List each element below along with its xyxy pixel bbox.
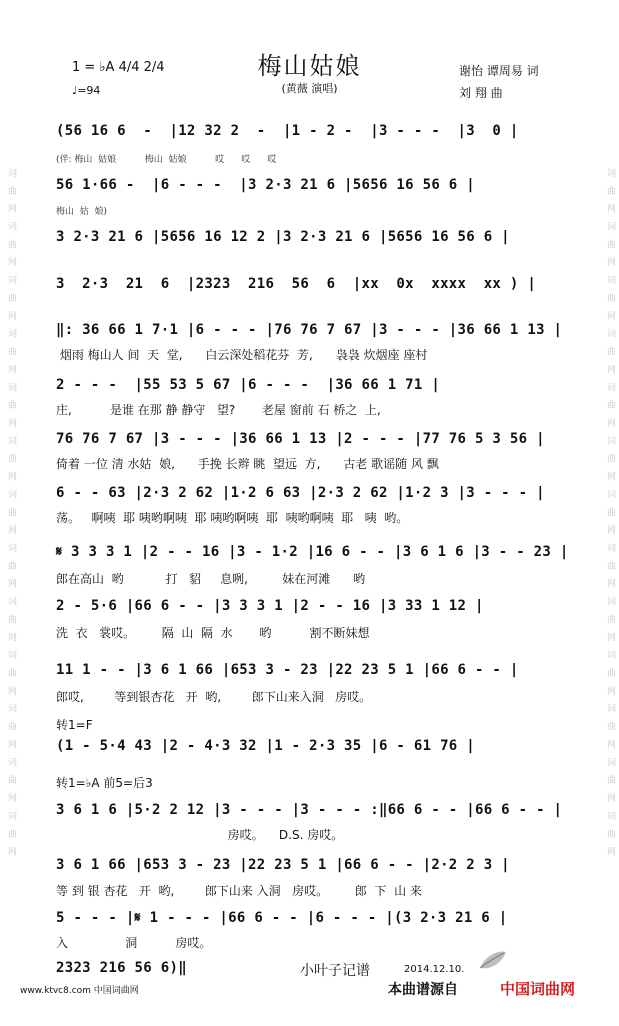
tempo-marking: ♩=94 <box>72 84 101 97</box>
singer-credit: (黄薇 演唱) <box>281 82 338 95</box>
score-line-2: 56 1·66 - |6 - - - |3 2·3 21 6 |5656 16 56 6 | <box>56 177 475 193</box>
lyric-line-11: 郎哎, 等到银杏花 开 哟, 郎下山来入洞 房哎。 <box>56 690 372 704</box>
key-signature: 1 = ♭A 4/4 2/4 <box>72 60 165 75</box>
score-line-7: 76 76 7 67 |3 - - - |36 66 1 13 |2 - - - |77 76 5 3 56 | <box>56 431 545 447</box>
leaf-icon <box>478 948 508 972</box>
score-line-5: ‖: 36 66 1 7·1 |6 - - - |76 76 7 67 |3 - - - |36 66 1 13 | <box>56 322 563 338</box>
source-label: 本曲谱源自 <box>388 982 458 998</box>
transcriber-signature: 小叶子记谱 <box>300 963 370 979</box>
lyric-line-15: 入 洞 房哎。 <box>56 936 212 950</box>
lyric-line-14: 等 到 银 杏花 开 哟, 郎下山来 入洞 房哎。 郎 下 山 来 <box>56 884 422 898</box>
source-site-logo[interactable]: 中国词曲网 <box>500 980 576 998</box>
composer-credit: 刘 翔 曲 <box>459 86 503 100</box>
score-line-16: 2323 216 56 6)‖ <box>56 960 187 976</box>
score-line-12: (1 - 5·4 43 |2 - 4·3 32 |1 - 2·3 35 |6 - 61 76 | <box>56 738 475 754</box>
score-line-14: 3 6 1 66 |653 3 - 23 |22 23 5 1 |66 6 - - |2·2 2 3 | <box>56 857 510 873</box>
watermark-left: 词 曲 网 词 曲 网 词 曲 网 词 曲 网 词 曲 网 词 曲 网 词 曲 网 词 曲 网 词 曲 网 词 曲 网 词 曲 网 词 曲 网 词 曲 网 <box>6 167 16 859</box>
watermark-right: 词 曲 网 词 曲 网 词 曲 网 词 曲 网 词 曲 网 词 曲 网 词 曲 网 词 曲 网 词 曲 网 词 曲 网 词 曲 网 词 曲 网 词 曲 网 <box>605 167 615 859</box>
lyric-line-1: (伴: 梅山 姑娘 梅山 姑娘 哎 哎 哎 <box>56 155 277 165</box>
score-line-8: 6 - - 63 |2·3 2 62 |1·2 6 63 |2·3 2 62 |1·2 3 |3 - - - | <box>56 485 545 501</box>
score-line-10: 2 - 5·6 |66 6 - - |3 3 3 1 |2 - - 16 |3 33 1 12 | <box>56 598 484 614</box>
modulation-note-1: 转1=F <box>56 718 93 732</box>
score-line-9: 𝄋 3 3 3 1 |2 - - 16 |3 - 1·2 |16 6 - - |3 6 1 6 |3 - - 23 | <box>56 544 569 560</box>
lyric-line-5: 烟雨 梅山人 间 天 堂, 白云深处稻花芬 芳, 袅袅 炊烟座 座村 <box>56 348 428 362</box>
lyric-line-7: 倚着 一位 清 水姑 娘, 手挽 长辫 眺 望远 方, 古老 歌谣随 风 飘 <box>56 457 439 471</box>
lyric-line-10: 洗 衣 裳哎。 隔 山 隔 水 哟 割不断妹想 <box>56 626 370 640</box>
score-line-11: 11 1 - - |3 6 1 66 |653 3 - 23 |22 23 5 1 |66 6 - - | <box>56 662 519 678</box>
song-title: 梅山姑娘 <box>257 52 362 80</box>
modulation-note-2: 转1=♭A 前5=后3 <box>56 776 153 790</box>
lyric-line-9: 郎在高山 哟 打 貂 息咧, 妹在河滩 哟 <box>56 572 366 586</box>
lyric-line-6: 庄, 是谁 在那 静 静守 望? 老屋 窗前 石 桥之 上, <box>56 403 381 417</box>
score-line-1: (56 16 6 - |12 32 2 - |1 - 2 - |3 - - - |3 0 | <box>56 123 519 139</box>
lyric-line-13: 房哎。 D.S. 房哎。 <box>56 828 344 842</box>
lyricist-credit: 谢怡 谭周易 词 <box>459 64 539 78</box>
score-line-6: 2 - - - |55 53 5 67 |6 - - - |36 66 1 71 | <box>56 377 441 393</box>
lyric-line-2: 梅山 姑 娘) <box>56 207 107 217</box>
score-line-3: 3 2·3 21 6 |5656 16 12 2 |3 2·3 21 6 |5656 16 56 6 | <box>56 229 510 245</box>
score-line-13: 3 6 1 6 |5·2 2 12 |3 - - - |3 - - - :‖66 6 - - |66 6 - - | <box>56 802 563 818</box>
score-line-15: 5 - - - |𝄋 1 - - - |66 6 - - |6 - - - |(3 2·3 21 6 | <box>56 910 508 926</box>
lyric-line-8: 荡。 啊咦 耶 咦哟啊咦 耶 咦哟啊咦 耶 咦哟啊咦 耶 咦 哟。 <box>56 511 409 525</box>
score-line-4: 3 2·3 21 6 |2323 216 56 6 |xx 0x xxxx xx ) | <box>56 276 537 292</box>
website-url[interactable]: www.ktvc8.com 中国词曲网 <box>20 986 139 996</box>
transcription-date: 2014.12.10. <box>404 964 465 975</box>
